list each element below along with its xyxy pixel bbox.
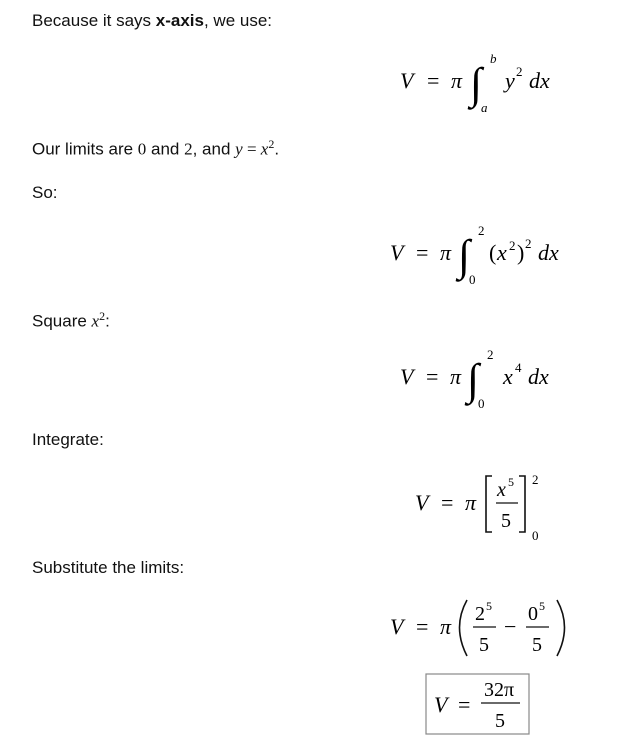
math-symbol: x [497, 240, 507, 265]
math-symbol: V [390, 240, 404, 265]
eq1-exp: 2 [516, 64, 523, 79]
text-fragment: x [260, 139, 269, 159]
limits-text [32, 133, 279, 161]
antiderivative [0, 466, 640, 546]
volume-formula [0, 48, 640, 118]
text-fragment: x [91, 311, 100, 331]
evaluated-limits [0, 594, 640, 664]
math-symbol: π [440, 240, 452, 265]
eq1-lhs: V [400, 68, 414, 93]
math-symbol: x [497, 479, 506, 501]
math-symbol: dx [528, 364, 549, 389]
right-bracket [519, 476, 525, 532]
right-paren [557, 600, 565, 656]
eq1-y: y [505, 68, 515, 93]
math-symbol: 5 [501, 510, 511, 532]
math-symbol: π [450, 364, 462, 389]
math-symbol: 2 [525, 236, 532, 251]
text-fragment: Square [32, 311, 92, 331]
answer-numerator: 32π [484, 679, 515, 701]
math-symbol: 4 [515, 360, 522, 375]
math-symbol: = [441, 490, 454, 515]
math-symbol: 5 [532, 634, 542, 656]
final-answer-box [0, 672, 640, 738]
math-symbol: = [416, 614, 429, 639]
eq3-integral: ∫ [467, 355, 480, 404]
math-symbol: V [434, 692, 448, 717]
math-symbol: 2 [509, 238, 516, 253]
math-symbol: ( [489, 240, 497, 265]
math-symbol: π [465, 490, 477, 515]
so-text: So: [32, 183, 58, 202]
substituted-integral [0, 220, 640, 290]
math-symbol: 2 [475, 603, 485, 625]
math-symbol: 5 [479, 634, 489, 656]
math-symbol: dx [538, 240, 559, 265]
math-symbol: 2 [487, 347, 494, 362]
math-symbol: 0 [478, 396, 485, 411]
text-fragment: y [235, 139, 243, 159]
math-symbol: π [440, 614, 452, 639]
eq1-dx: dx [529, 68, 550, 93]
math-symbol: 5 [508, 475, 514, 489]
text-fragment: , and [192, 139, 236, 159]
squared-integral [0, 344, 640, 414]
text-fragment: , we use: [203, 11, 273, 30]
math-symbol: ) [517, 240, 525, 265]
intro-text [32, 10, 272, 32]
math-symbol: V [415, 490, 429, 515]
text-fragment: and [146, 139, 185, 159]
text-fragment: Because it says [32, 11, 156, 30]
text-fragment: 0 [137, 139, 147, 159]
math-symbol: = [426, 364, 439, 389]
left-bracket [486, 476, 492, 532]
math-symbol: − [504, 614, 517, 639]
x-axis-bold: x-axis [155, 11, 204, 30]
eq1-lower-limit: a [481, 100, 488, 115]
integrate-text: Integrate: [32, 430, 104, 449]
left-paren [460, 600, 468, 656]
math-symbol: 5 [486, 599, 492, 613]
math-symbol: 0 [469, 272, 476, 287]
math-symbol: = [458, 692, 471, 717]
math-symbol: 2 [532, 472, 539, 487]
substitute-text: Substitute the limits: [32, 558, 185, 577]
text-fragment: . [274, 139, 280, 159]
answer-denominator: 5 [495, 710, 505, 732]
math-symbol: = [416, 240, 429, 265]
eq1-pi: π [451, 68, 463, 93]
text-fragment: 2 [184, 139, 193, 159]
eq2-integral: ∫ [458, 231, 471, 280]
math-symbol: 2 [478, 223, 485, 238]
text-fragment: Our limits are [32, 139, 138, 159]
text-fragment: 2 [99, 309, 106, 323]
eq1-equals: = [427, 68, 440, 93]
math-symbol: V [390, 614, 404, 639]
text-fragment: = [242, 139, 261, 159]
text-fragment: 2 [268, 137, 275, 151]
math-symbol: 5 [539, 599, 545, 613]
eq1-integral: ∫ [470, 59, 483, 108]
math-symbol: 0 [528, 603, 538, 625]
math-symbol: V [400, 364, 414, 389]
math-symbol: x [503, 364, 513, 389]
square-text [32, 305, 110, 333]
eq1-upper-limit: b [490, 51, 497, 66]
text-fragment: : [105, 311, 110, 331]
math-symbol: 0 [532, 528, 539, 543]
